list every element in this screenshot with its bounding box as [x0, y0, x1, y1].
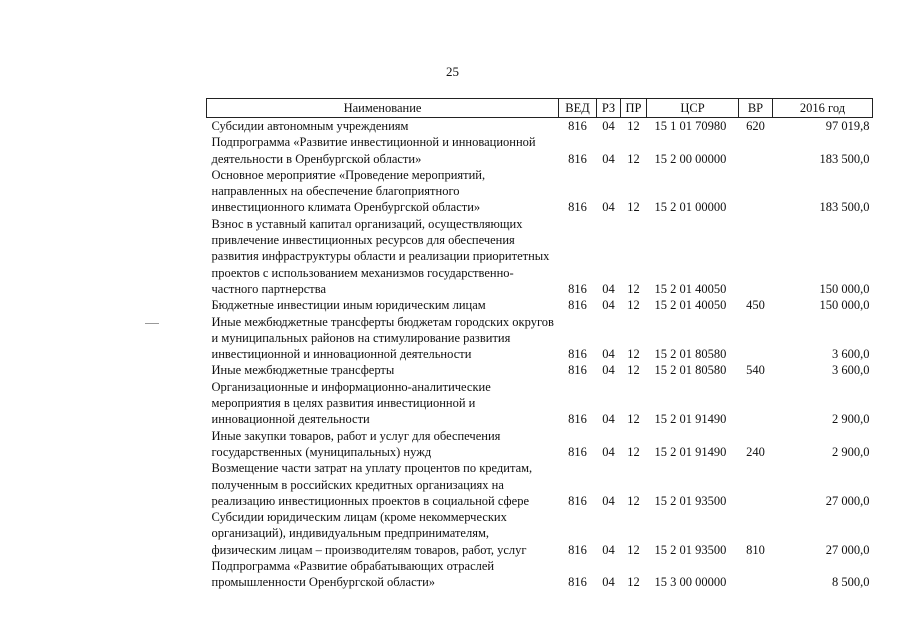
cell-amount: 183 500,0: [819, 200, 870, 215]
cell-name: Подпрограмма «Развитие инвестиционной и инновационной деятельности в Оренбургской области»: [211, 135, 536, 166]
table-row: [207, 379, 873, 428]
cell-vr: [739, 558, 773, 591]
cell-csr: 15 1 01 70980: [654, 119, 727, 133]
table-row: [207, 134, 873, 167]
cell-ved: 816: [568, 575, 587, 590]
cell-pr: 12: [627, 200, 640, 215]
cell-pr: 12: [627, 444, 640, 459]
cell-amount: 3 600,0: [832, 347, 870, 362]
cell-pr: 12: [627, 412, 640, 427]
table-row: [207, 558, 873, 591]
cell-ved: 816: [568, 347, 587, 362]
cell-vr: 450: [746, 298, 765, 313]
cell-rz: 04: [602, 493, 615, 508]
column-header-ved: ВЕД: [559, 99, 597, 118]
column-header-year: 2016 год: [773, 99, 873, 118]
cell-ved: 816: [568, 151, 587, 166]
table-body: [207, 118, 873, 591]
cell-rz: 04: [602, 347, 615, 362]
table-header-row: [207, 99, 873, 118]
cell-pr: 12: [627, 281, 640, 296]
cell-pr: 12: [627, 542, 640, 557]
cell-name: Иные закупки товаров, работ и услуг для обеспечения государственных (муниципальных) нужд: [211, 428, 501, 459]
cell-name: Возмещение части затрат на уплату процентов по кредитам, полученным в российских кредитных организациях на реализацию инвестиционных проектов в социальной сфере: [211, 461, 533, 508]
cell-rz: 04: [602, 575, 615, 590]
cell-amount: 3 600,0: [832, 363, 870, 378]
cell-rz: 04: [602, 542, 615, 557]
cell-rz: 04: [602, 363, 615, 378]
cell-amount: 8 500,0: [832, 575, 870, 590]
cell-name: Иные межбюджетные трансферты: [211, 363, 395, 378]
cell-ved: 816: [568, 493, 587, 508]
cell-name: Подпрограмма «Развитие обрабатывающих отраслей промышленности Оренбургской области»: [211, 559, 495, 590]
column-header-name: Наименование: [207, 99, 559, 118]
cell-ved: 816: [568, 542, 587, 557]
cell-rz: 04: [602, 200, 615, 215]
budget-table-container: [206, 98, 872, 591]
cell-pr: 12: [627, 298, 640, 313]
table-row: [207, 362, 873, 378]
cell-pr: 12: [627, 347, 640, 362]
cell-amount: 2 900,0: [832, 444, 870, 459]
page-number: 25: [446, 64, 459, 79]
table-row: [207, 297, 873, 313]
cell-csr: 15 2 01 93500: [654, 542, 727, 557]
cell-vr: [739, 460, 773, 509]
cell-vr: 810: [746, 542, 765, 557]
cell-ved: 816: [568, 119, 587, 133]
cell-csr: 15 2 01 80580: [654, 347, 727, 362]
cell-name: Иные межбюджетные трансферты бюджетам городских округов и муниципальных районов на стимулирование развития инвестиционной и инновационной деятельности: [211, 314, 554, 362]
cell-vr: [739, 379, 773, 428]
cell-pr: 12: [627, 119, 640, 133]
cell-vr: 620: [746, 119, 765, 133]
cell-name: Основное мероприятие «Проведение мероприятий, направленных на обеспечение благоприятного инвестиционного климата Оренбургской области»: [211, 167, 486, 215]
table-row: [207, 216, 873, 297]
table-row: [207, 118, 873, 135]
cell-pr: 12: [627, 493, 640, 508]
cell-rz: 04: [602, 119, 615, 133]
cell-ved: 816: [568, 412, 587, 427]
column-header-pr: ПР: [621, 99, 647, 118]
cell-name: Субсидии юридическим лицам (кроме некоммерческих организаций), индивидуальным предпринимателям, физическим лицам – производителям товаров, работ, услуг: [211, 510, 527, 557]
table-row: [207, 460, 873, 509]
column-header-vr: ВР: [739, 99, 773, 118]
table-row: [207, 167, 873, 216]
column-header-rz: РЗ: [597, 99, 621, 118]
cell-rz: 04: [602, 298, 615, 313]
cell-vr: 540: [746, 363, 765, 378]
cell-csr: 15 2 00 00000: [654, 151, 727, 166]
cell-ved: 816: [568, 281, 587, 296]
margin-mark: [145, 323, 159, 324]
table-row: [207, 428, 873, 461]
cell-csr: 15 2 01 40050: [654, 298, 727, 313]
cell-amount: 150 000,0: [819, 298, 870, 313]
table-row: [207, 509, 873, 558]
cell-rz: 04: [602, 444, 615, 459]
cell-ved: 816: [568, 298, 587, 313]
cell-csr: 15 2 01 93500: [654, 493, 727, 508]
cell-csr: 15 2 01 91490: [654, 444, 727, 459]
table-row: [207, 314, 873, 363]
cell-csr: 15 2 01 91490: [654, 412, 727, 427]
cell-rz: 04: [602, 412, 615, 427]
cell-amount: 183 500,0: [819, 151, 870, 166]
cell-pr: 12: [627, 363, 640, 378]
cell-ved: 816: [568, 200, 587, 215]
cell-vr: [739, 134, 773, 167]
column-header-csr: ЦСР: [647, 99, 739, 118]
cell-pr: 12: [627, 575, 640, 590]
cell-csr: 15 3 00 00000: [654, 575, 727, 590]
cell-ved: 816: [568, 363, 587, 378]
cell-vr: [739, 216, 773, 297]
cell-amount: 150 000,0: [819, 281, 870, 296]
cell-amount: 2 900,0: [832, 412, 870, 427]
cell-csr: 15 2 01 40050: [654, 281, 727, 296]
cell-amount: 27 000,0: [825, 542, 870, 557]
cell-vr: [739, 167, 773, 216]
budget-table: [206, 98, 873, 591]
cell-pr: 12: [627, 151, 640, 166]
cell-name: Организационные и информационно-аналитические мероприятия в целях развития инвестиционной и инновационной деятельности: [211, 379, 491, 427]
cell-rz: 04: [602, 151, 615, 166]
cell-name: Бюджетные инвестиции иным юридическим лицам: [211, 298, 486, 313]
cell-csr: 15 2 01 80580: [654, 363, 727, 378]
cell-vr: 240: [746, 444, 765, 459]
cell-amount: 97 019,8: [825, 119, 870, 133]
cell-amount: 27 000,0: [825, 493, 870, 508]
cell-name: Субсидии автономным учреждениям: [211, 119, 409, 133]
cell-vr: [739, 314, 773, 363]
cell-name: Взнос в уставный капитал организаций, осуществляющих привлечение инвестиционных ресурсов для обеспечения развития инфраструктуры области и реализации приоритетных проектов с использованием механизмов государственно-частного партнерства: [211, 216, 550, 296]
cell-rz: 04: [602, 281, 615, 296]
cell-csr: 15 2 01 00000: [654, 200, 727, 215]
cell-ved: 816: [568, 444, 587, 459]
